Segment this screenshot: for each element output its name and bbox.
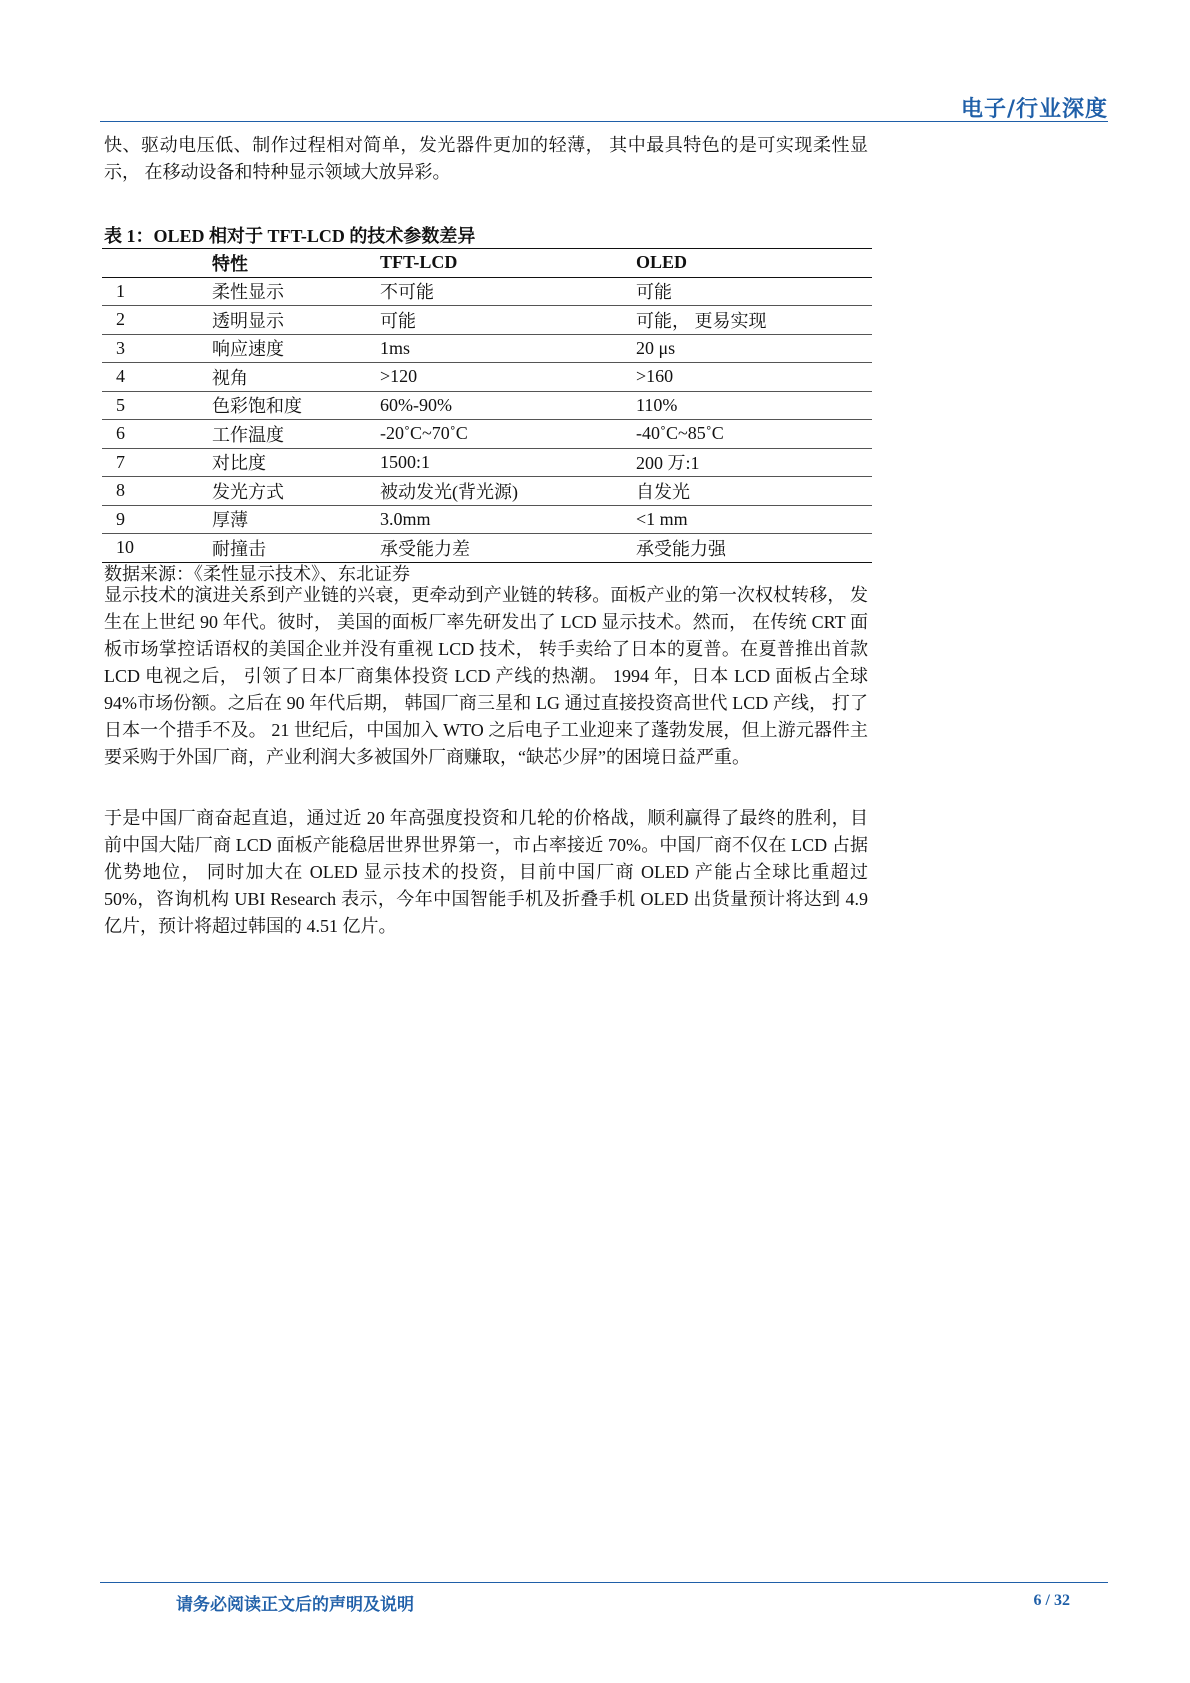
cell-no: 6 [102, 420, 212, 449]
footer-disclaimer: 请务必阅读正文后的声明及说明 [176, 1595, 414, 1615]
header-oled: OLED [636, 249, 872, 278]
cell-no: 5 [102, 391, 212, 420]
cell-oled: 承受能力强 [636, 534, 872, 563]
cell-feature: 工作温度 [212, 420, 380, 449]
cell-tft-lcd: >120 [380, 363, 636, 392]
cell-feature: 耐撞击 [212, 534, 380, 563]
cell-tft-lcd: 可能 [380, 306, 636, 335]
table-row [102, 420, 872, 449]
cell-feature: 视角 [212, 363, 380, 392]
cell-tft-lcd: 1ms [380, 334, 636, 363]
table-source: 数据来源：《柔性显示技术》、东北证券 [104, 564, 410, 584]
cell-oled: 自发光 [636, 477, 872, 506]
cell-feature: 厚薄 [212, 505, 380, 534]
page-number: 6 / 32 [1033, 1592, 1070, 1609]
table-caption: 表 1：OLED 相对于 TFT-LCD 的技术参数差异 [104, 226, 476, 246]
cell-oled: 可能， 更易实现 [636, 306, 872, 335]
header-feature: 特性 [212, 249, 380, 278]
cell-feature: 透明显示 [212, 306, 380, 335]
cell-feature: 柔性显示 [212, 277, 380, 306]
paragraph-china: 于是中国厂商奋起直追，通过近 20 年高强度投资和几轮的价格战，顺利赢得了最终的胜利，目前中国大陆厂商 LCD 面板产能稳居世界世界第一，市占率接近 70%。中国厂商不仅在 LCD 占据优势地位， 同时加大在 OLED 显示技术的投资，目前中国厂商 OLED 产能占全球比重超过 50%，咨询机构 UBI Research 表示，今年中国智能手机及折叠手机 OLED 出货量预计将达到 4.9 亿片，预计将超过韩国的 4.51 亿片。 [104, 808, 868, 936]
table-row [102, 477, 872, 506]
cell-no: 9 [102, 505, 212, 534]
table-row [102, 505, 872, 534]
cell-no: 8 [102, 477, 212, 506]
table-row [102, 534, 872, 563]
cell-tft-lcd: 不可能 [380, 277, 636, 306]
cell-tft-lcd: 承受能力差 [380, 534, 636, 563]
cell-no: 3 [102, 334, 212, 363]
cell-feature: 对比度 [212, 448, 380, 477]
cell-tft-lcd: 3.0mm [380, 505, 636, 534]
cell-no: 2 [102, 306, 212, 335]
cell-tft-lcd: 被动发光(背光源) [380, 477, 636, 506]
oled-vs-tft-table [102, 248, 872, 563]
cell-oled: 200 万:1 [636, 448, 872, 477]
cell-no: 1 [102, 277, 212, 306]
header-no [102, 249, 212, 278]
cell-tft-lcd: 60%-90% [380, 391, 636, 420]
header-divider [100, 121, 1108, 122]
cell-no: 4 [102, 363, 212, 392]
cell-no: 7 [102, 448, 212, 477]
table-header-row [102, 249, 872, 278]
header-title: 电子/行业深度 [960, 97, 1108, 122]
cell-oled: 可能 [636, 277, 872, 306]
table-row [102, 363, 872, 392]
footer-divider [100, 1582, 1108, 1583]
cell-tft-lcd: 1500:1 [380, 448, 636, 477]
cell-oled: >160 [636, 363, 872, 392]
cell-tft-lcd: -20˚C~70˚C [380, 420, 636, 449]
table-row [102, 391, 872, 420]
paragraph-history: 显示技术的演进关系到产业链的兴衰，更牵动到产业链的转移。面板产业的第一次权杖转移， 发生在上世纪 90 年代。彼时， 美国的面板厂率先研发出了 LCD 显示技术。然而， 在传统 CRT 面板市场掌控话语权的美国企业并没有重视 LCD 技术， 转手卖给了日本的夏普。在夏普推出首款 LCD 电视之后， 引领了日本厂商集体投资 LCD 产线的热潮。 1994 年，日本 LCD 面板占全球 94%市场份额。之后在 90 年代后期， 韩国厂商三星和 LG 通过直接投资高世代 LCD 产线， 打了日本一个措手不及。 21 世纪后，中国加入 WTO 之后电子工业迎来了蓬勃发展，但上游元器件主要采购于外国厂商，产业利润大多被国外厂商赚取，“缺芯少屏”的困境日益严重。 [104, 585, 868, 767]
table-row [102, 306, 872, 335]
table-row [102, 334, 872, 363]
table-row [102, 277, 872, 306]
header-tft-lcd: TFT-LCD [380, 249, 636, 278]
cell-oled: 110% [636, 391, 872, 420]
cell-feature: 响应速度 [212, 334, 380, 363]
table-row [102, 448, 872, 477]
cell-oled: -40˚C~85˚C [636, 420, 872, 449]
intro-paragraph: 快、驱动电压低、制作过程相对简单，发光器件更加的轻薄， 其中最具特色的是可实现柔性显示， 在移动设备和特种显示领域大放异彩。 [104, 135, 868, 182]
cell-no: 10 [102, 534, 212, 563]
cell-feature: 发光方式 [212, 477, 380, 506]
cell-oled: 20 μs [636, 334, 872, 363]
cell-feature: 色彩饱和度 [212, 391, 380, 420]
cell-oled: <1 mm [636, 505, 872, 534]
